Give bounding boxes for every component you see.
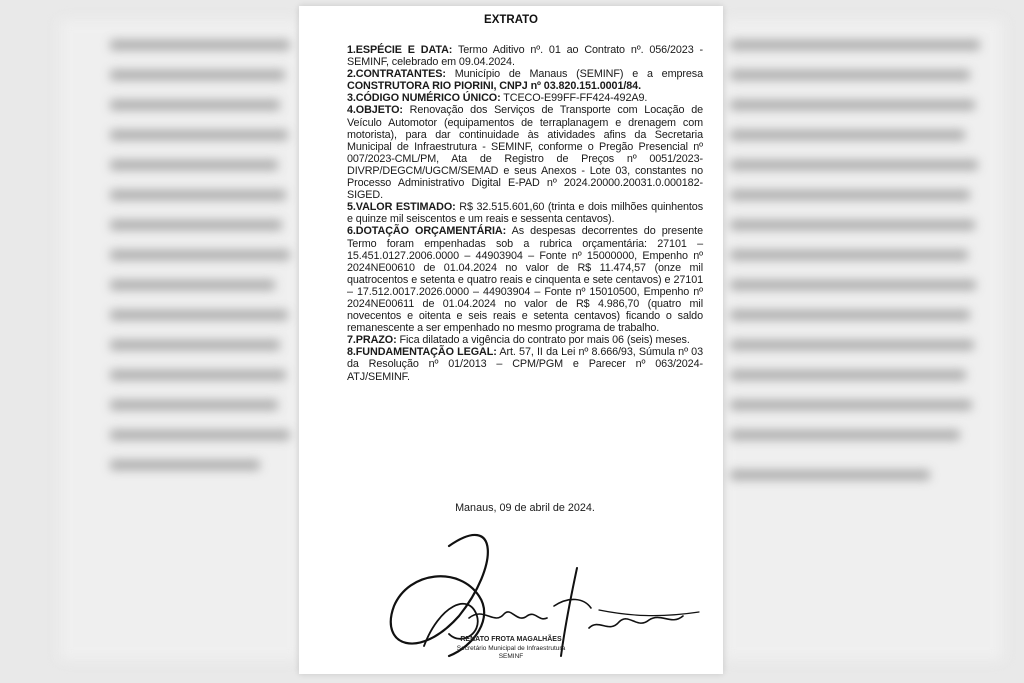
blur-line — [730, 70, 970, 80]
document-page — [299, 6, 723, 674]
clause-text: TCECO-E99FF-FF424-492A9. — [500, 92, 648, 105]
blur-line — [110, 40, 290, 50]
blur-line — [730, 220, 975, 230]
clause-label: 4.OBJETO: — [347, 104, 403, 117]
signature-icon — [299, 6, 723, 674]
blur-line — [110, 310, 288, 320]
blur-line — [110, 370, 286, 380]
place-date: Manaus, 09 de abril de 2024. — [455, 502, 595, 514]
blur-line — [730, 130, 965, 140]
signer-name: RENATO FROTA MAGALHÃES — [460, 636, 562, 643]
blur-line — [110, 460, 260, 470]
clause-label: 1.ESPÉCIE E DATA: — [347, 44, 453, 56]
blur-line — [730, 160, 978, 170]
blur-line — [110, 70, 285, 80]
blur-line — [730, 190, 970, 200]
blur-line — [730, 100, 975, 110]
blur-line — [730, 250, 968, 260]
clause-text: Termo Aditivo nº. 01 ao Contrato nº. 056/2023 - SEMINF, celebrado em 09.04.2024. — [347, 44, 703, 69]
clause-text: Renovação dos Serviços de Transporte com Locação de Veículo Automotor (equipamentos de terraplanagem e drenagem com motorista), para dar continuidade às atividades afins da Secretaria Municipal de Infraestrutura - SEMINF, conforme o Pregão Presencial nº 007/2023-CML/PM, Ata de Registro de Preços nº 0051/2023-DIVRP/DEGCM/UGCM/SEMAD e seus Anexos - Lote 03, constantes no Processo Administrativo Digital E-PAD nº 2024.20000.20031.0.000182-SIGED. — [347, 104, 703, 202]
signer-role: Secretário Municipal de Infraestrutura — [456, 645, 566, 652]
blur-line — [110, 430, 290, 440]
blur-line — [110, 400, 278, 410]
blur-line — [730, 400, 972, 410]
blur-line — [730, 340, 974, 350]
clause-text: Art. 57, II da Lei nº 8.666/93, Súmula nº 03 da Resolução nº 01/2013 – CPM/PGM e Parecer nº 063/2024-ATJ/SEMINF. — [347, 346, 703, 383]
blur-line — [110, 250, 290, 260]
clause-label: 6.DOTAÇÃO ORÇAMENTÁRIA: — [347, 225, 507, 238]
blur-line — [730, 430, 960, 440]
blur-line — [110, 190, 286, 200]
blur-line — [730, 470, 930, 480]
clause-label: 5.VALOR ESTIMADO: — [347, 201, 456, 214]
blur-line — [110, 160, 278, 170]
clause-text: Município de Manaus (SEMINF) e a empresa — [445, 68, 703, 81]
clause-label: 3.CÓDIGO NUMÉRICO ÚNICO: — [347, 92, 501, 105]
blur-line — [730, 280, 976, 290]
blur-line — [730, 370, 966, 380]
blur-line — [110, 280, 275, 290]
clause-text: Fica dilatado a vigência do contrato por mais 06 (seis) meses. — [396, 334, 690, 347]
blur-line — [730, 40, 980, 50]
blur-line — [110, 220, 282, 230]
clause-label: 8.FUNDAMENTAÇÃO LEGAL: — [347, 346, 497, 359]
blur-line — [110, 340, 280, 350]
blur-line — [730, 310, 970, 320]
blur-line — [110, 130, 288, 140]
clause-text: As despesas decorrentes do presente Termo foram empenhadas sob a rubrica orçamentária: 27101 – 15.451.0127.2006.0000 – 44903904 – Fonte nº 15000000, Empenho nº 2024NE00610 de 01.04.2024 no valor de R$ 11.474,57 (onze mil quatrocentos e setenta e quatro reais e cinquenta e sete centavos) e 27101 – 17.512.0017.2026.0000 – 44903904 – Fonte nº 15010500, Empenho nº 2024NE00611 de 01.04.2024 no valor de R$ 4.986,70 (quatro mil novecentos e oitenta e seis reais e setenta centavos) ficando o saldo remanescente a ser empenhado no mesmo programa de trabalho. — [347, 225, 703, 335]
blur-line — [110, 100, 280, 110]
signer-org: SEMINF — [498, 653, 524, 660]
clause-label: 2.CONTRATANTES: — [347, 68, 446, 81]
document-title: EXTRATO — [484, 14, 538, 26]
clause-bold-text: CONSTRUTORA RIO PIORINI, CNPJ nº 03.820.151.0001/84. — [347, 80, 641, 93]
clause-text: R$ 32.515.601,60 (trinta e dois milhões quinhentos e quinze mil seiscentos e um reais e sessenta centavos). — [347, 201, 703, 226]
clause-label: 7.PRAZO: — [347, 334, 397, 347]
